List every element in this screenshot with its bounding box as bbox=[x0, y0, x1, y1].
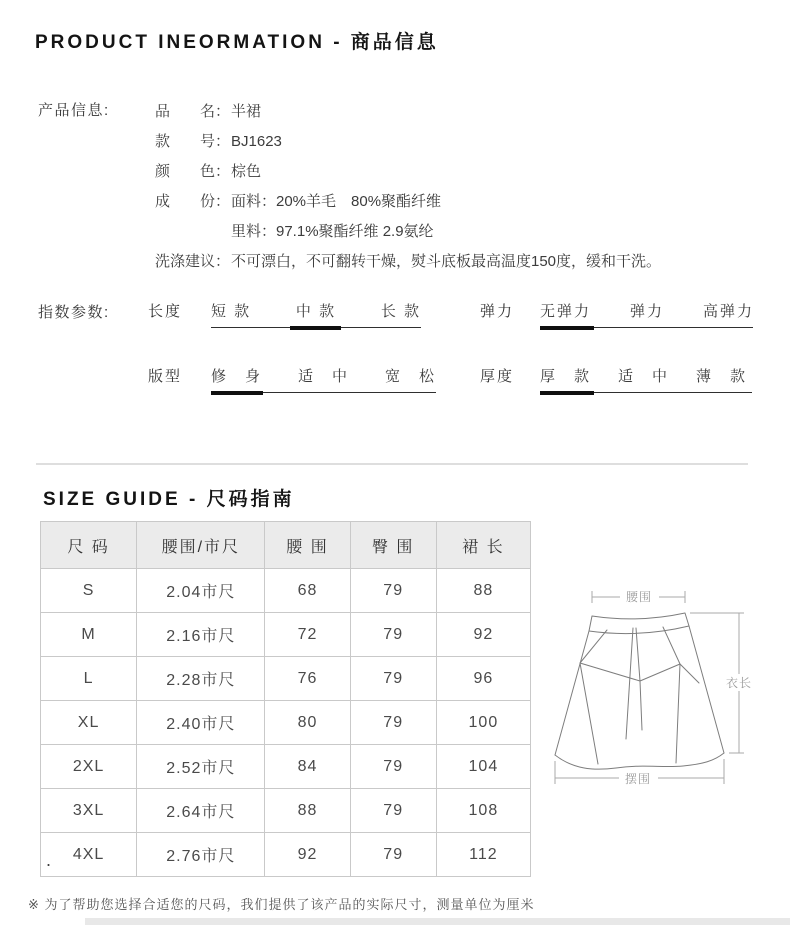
size-table-cell: 2XL bbox=[41, 745, 137, 789]
param-length-selected-marker bbox=[290, 326, 341, 330]
param-elasticity-label: 弹力 bbox=[480, 303, 515, 320]
size-table-cell: 2.04市尺 bbox=[137, 569, 265, 613]
size-table-cell: 2.76市尺 bbox=[137, 833, 265, 877]
param-elasticity-scale bbox=[540, 327, 753, 328]
product-name-label: 品 名： bbox=[155, 103, 231, 120]
size-table-cell: 76 bbox=[265, 657, 350, 701]
param-elasticity-option-high: 高弹力 bbox=[702, 303, 754, 320]
composition-row bbox=[155, 187, 775, 247]
size-table-cell: 2.64市尺 bbox=[137, 789, 265, 833]
param-thickness-option-regular: 适 中 bbox=[617, 368, 669, 385]
index-params-label: 指数参数: bbox=[38, 304, 110, 321]
param-elasticity-option-elastic: 弹力 bbox=[629, 303, 664, 320]
product-information-title: PRODUCT INEORMATION - 商品信息 bbox=[35, 32, 439, 53]
composition-fabric: 面料：20%羊毛 80%聚酯纤维 bbox=[231, 193, 442, 210]
style-number-value: BJ1623 bbox=[231, 133, 282, 150]
color-value: 棕色 bbox=[231, 163, 262, 180]
size-table-header-waist: 腰 围 bbox=[265, 522, 350, 569]
product-info-rows bbox=[155, 97, 775, 277]
dimension-lines bbox=[555, 591, 744, 784]
size-table-cell: 2.40市尺 bbox=[137, 701, 265, 745]
waist-dimension-label: 腰围 bbox=[625, 590, 653, 604]
product-name-value: 半裙 bbox=[231, 103, 262, 120]
param-elasticity-options bbox=[540, 300, 754, 321]
color-label: 颜 色： bbox=[155, 163, 231, 180]
size-table-cell: 100 bbox=[436, 701, 530, 745]
param-thickness-label: 厚度 bbox=[480, 368, 515, 385]
size-table-header-waist-chi: 腰围/市尺 bbox=[137, 522, 265, 569]
size-table-cell: 79 bbox=[350, 569, 436, 613]
style-number-row bbox=[155, 127, 775, 157]
param-length-scale bbox=[211, 327, 421, 328]
param-thickness-option-thin: 薄 款 bbox=[695, 368, 747, 385]
skirt-measurement-diagram bbox=[543, 537, 790, 817]
size-table-cell: 2.28市尺 bbox=[137, 657, 265, 701]
size-table-cell: 92 bbox=[265, 833, 350, 877]
size-guide-title: SIZE GUIDE - 尺码指南 bbox=[43, 489, 295, 510]
size-table-row-2xl bbox=[41, 745, 531, 789]
size-table-cell: 79 bbox=[350, 789, 436, 833]
size-table-cell: 79 bbox=[350, 701, 436, 745]
hem-dimension-label: 摆围 bbox=[624, 772, 652, 786]
size-table-row-4xl bbox=[41, 833, 531, 877]
size-table-cell: L bbox=[41, 657, 137, 701]
param-length-option-long: 长 款 bbox=[380, 303, 421, 320]
size-table-cell: 104 bbox=[436, 745, 530, 789]
size-table-cell: 79 bbox=[350, 657, 436, 701]
size-table-header-length: 裙 长 bbox=[436, 522, 530, 569]
param-fit-selected-marker bbox=[211, 391, 263, 395]
size-table-cell: 112 bbox=[436, 833, 530, 877]
param-fit-option-loose: 宽 松 bbox=[384, 368, 436, 385]
washing-advice-row bbox=[155, 247, 775, 277]
size-table-cell: 4XL bbox=[41, 833, 137, 877]
size-table-row-s bbox=[41, 569, 531, 613]
color-row bbox=[155, 157, 775, 187]
size-table-cell: XL bbox=[41, 701, 137, 745]
size-table-cell: S bbox=[41, 569, 137, 613]
size-table-cell: 80 bbox=[265, 701, 350, 745]
length-dimension-label: 衣长 bbox=[725, 676, 753, 690]
composition-label: 成 份： bbox=[155, 193, 231, 210]
size-footnote: ※ 为了帮助您选择合适您的尺码，我们提供了该产品的实际尺寸，测量单位为厘米 bbox=[28, 897, 535, 912]
size-table-cell: 108 bbox=[436, 789, 530, 833]
param-fit-scale bbox=[211, 392, 436, 393]
stray-dot-artifact: . bbox=[46, 850, 52, 870]
style-number-label: 款 号： bbox=[155, 133, 231, 150]
size-table-cell: 92 bbox=[436, 613, 530, 657]
size-table-cell: 79 bbox=[350, 613, 436, 657]
washing-advice-value: 不可漂白，不可翻转干燥，熨斗底板最高温度150度，缓和干洗。 bbox=[231, 253, 662, 270]
size-table-row-m bbox=[41, 613, 531, 657]
size-table-cell: 88 bbox=[436, 569, 530, 613]
param-thickness-scale bbox=[540, 392, 752, 393]
size-table-cell: 68 bbox=[265, 569, 350, 613]
size-table-cell: 79 bbox=[350, 833, 436, 877]
param-fit-option-slim: 修 身 bbox=[211, 368, 263, 385]
param-length-label: 长度 bbox=[148, 303, 183, 320]
section-divider bbox=[36, 463, 748, 465]
washing-advice-label: 洗涤建议： bbox=[155, 253, 231, 270]
param-fit-label: 版型 bbox=[148, 368, 183, 385]
size-table-row-xl bbox=[41, 701, 531, 745]
size-table bbox=[40, 521, 531, 877]
size-table-cell: 3XL bbox=[41, 789, 137, 833]
size-table-cell: 96 bbox=[436, 657, 530, 701]
size-table-cell: 2.52市尺 bbox=[137, 745, 265, 789]
product-name-row bbox=[155, 97, 775, 127]
param-length-options bbox=[211, 300, 421, 321]
size-table-cell: 84 bbox=[265, 745, 350, 789]
size-table-cell: 2.16市尺 bbox=[137, 613, 265, 657]
param-fit-option-regular: 适 中 bbox=[297, 368, 349, 385]
size-table-cell: 79 bbox=[350, 745, 436, 789]
param-thickness-option-thick: 厚 款 bbox=[540, 368, 592, 385]
param-length-option-medium: 中 款 bbox=[295, 303, 337, 320]
param-thickness-options bbox=[540, 365, 747, 386]
composition-value bbox=[231, 187, 441, 247]
composition-lining: 里料：97.1%聚酯纤维 2.9氨纶 bbox=[231, 223, 434, 240]
size-table-row-3xl bbox=[41, 789, 531, 833]
param-length-option-short: 短 款 bbox=[211, 303, 252, 320]
product-info-label: 产品信息: bbox=[38, 102, 110, 119]
size-table-header-hip: 臀 围 bbox=[350, 522, 436, 569]
size-table-header-size: 尺 码 bbox=[41, 522, 137, 569]
size-table-cell: 72 bbox=[265, 613, 350, 657]
size-table-cell: M bbox=[41, 613, 137, 657]
next-section-edge bbox=[85, 918, 790, 925]
param-fit-options bbox=[211, 365, 436, 386]
param-elasticity-option-none: 无弹力 bbox=[540, 303, 592, 320]
size-table-row-l bbox=[41, 657, 531, 701]
skirt-outline bbox=[555, 613, 724, 769]
size-table-cell: 88 bbox=[265, 789, 350, 833]
size-table-header-row bbox=[41, 522, 531, 569]
param-elasticity-selected-marker bbox=[540, 326, 594, 330]
param-thickness-selected-marker bbox=[540, 391, 594, 395]
